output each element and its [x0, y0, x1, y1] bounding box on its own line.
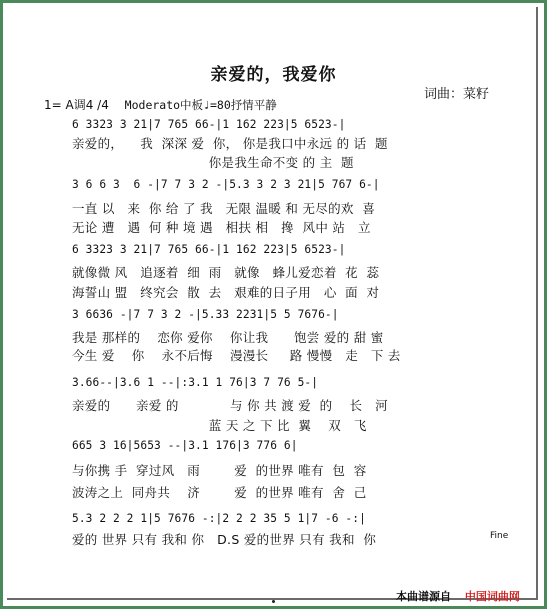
- fine-marking: Fine: [490, 531, 509, 541]
- page-dot: [272, 600, 275, 603]
- key-meter: 1= A调4 /4: [44, 98, 109, 112]
- lyric-line: 你是我生命不变 的 主 题: [72, 155, 354, 170]
- notation-line: 6 3323 3 21|7 765 66-|1 162 223|5 6523-|: [72, 243, 346, 256]
- lyric-line: 今生 爱 你 永不后悔 漫漫长 路 慢慢 走 下 去: [72, 348, 401, 363]
- lyric-line: 爱的 世界 只有 我和 你 D.S 爱的世界 只有 我和 你: [72, 532, 377, 547]
- notation-line: 3 6 6 3 6 -|7 7 3 2 -|5.3 3 2 3 21|5 767 6-|: [72, 178, 380, 191]
- tempo-marking: Moderato中板♩=80抒情平静: [124, 98, 277, 112]
- lyric-line: 无论 遭 遇 何 种 境 遇 相扶 相 搀 风中 站 立: [72, 220, 371, 235]
- notation-line: 3.66--|3.6 1 --|:3.1 1 76|3 7 76 5-|: [72, 376, 319, 389]
- composer-credit: 词曲：菜籽: [424, 87, 490, 102]
- notation-line: 665 3 16|5653 --|3.1 176|3 776 6|: [72, 439, 298, 452]
- lyric-line: 海誓山 盟 终究会 散 去 艰难的日子用 心 面 对: [72, 285, 380, 300]
- lyric-line: 蓝 天 之 下 比 翼 双 飞: [72, 418, 367, 433]
- notation-line: 5.3 2 2 2 1|5 7676 -:|2 2 2 35 5 1|7 -6 -:|: [72, 512, 366, 525]
- lyric-line: 一直 以 来 你 给 了 我 无限 温暖 和 无尽的欢 喜: [72, 201, 376, 216]
- key-tempo-line: [44, 96, 277, 113]
- song-title: 亲爱的，我爱你: [210, 65, 337, 85]
- footer-site: 中国词曲网: [464, 590, 520, 603]
- lyric-line: 亲爱的， 我 深深 爱 你， 你是我口中永远 的 话 题: [72, 136, 388, 151]
- notation-line: 6 3323 3 21|7 765 66-|1 162 223|5 6523-|: [72, 118, 346, 131]
- footer-source: 本曲谱源自: [396, 590, 451, 603]
- source-footer: [396, 588, 520, 604]
- lyric-line: 与你携 手 穿过风 雨 爱 的世界 唯有 包 容: [72, 463, 367, 478]
- lyric-line: 波涛之上 同舟共 济 爱 的世界 唯有 舍 己: [72, 485, 367, 500]
- lyric-line: 就像微 风 追逐着 细 雨 就像 蜂儿爱恋着 花 蕊: [72, 265, 380, 280]
- lyric-line: 我是 那样的 恋你 爱你 你让我 饱尝 爱的 甜 蜜: [72, 330, 384, 345]
- notation-line: 3 6636 -|7 7 3 2 -|5.33 2231|5 5 7676-|: [72, 308, 339, 321]
- lyric-line: 亲爱的 亲爱 的 与 你 共 渡 爱 的 长 河: [72, 398, 388, 413]
